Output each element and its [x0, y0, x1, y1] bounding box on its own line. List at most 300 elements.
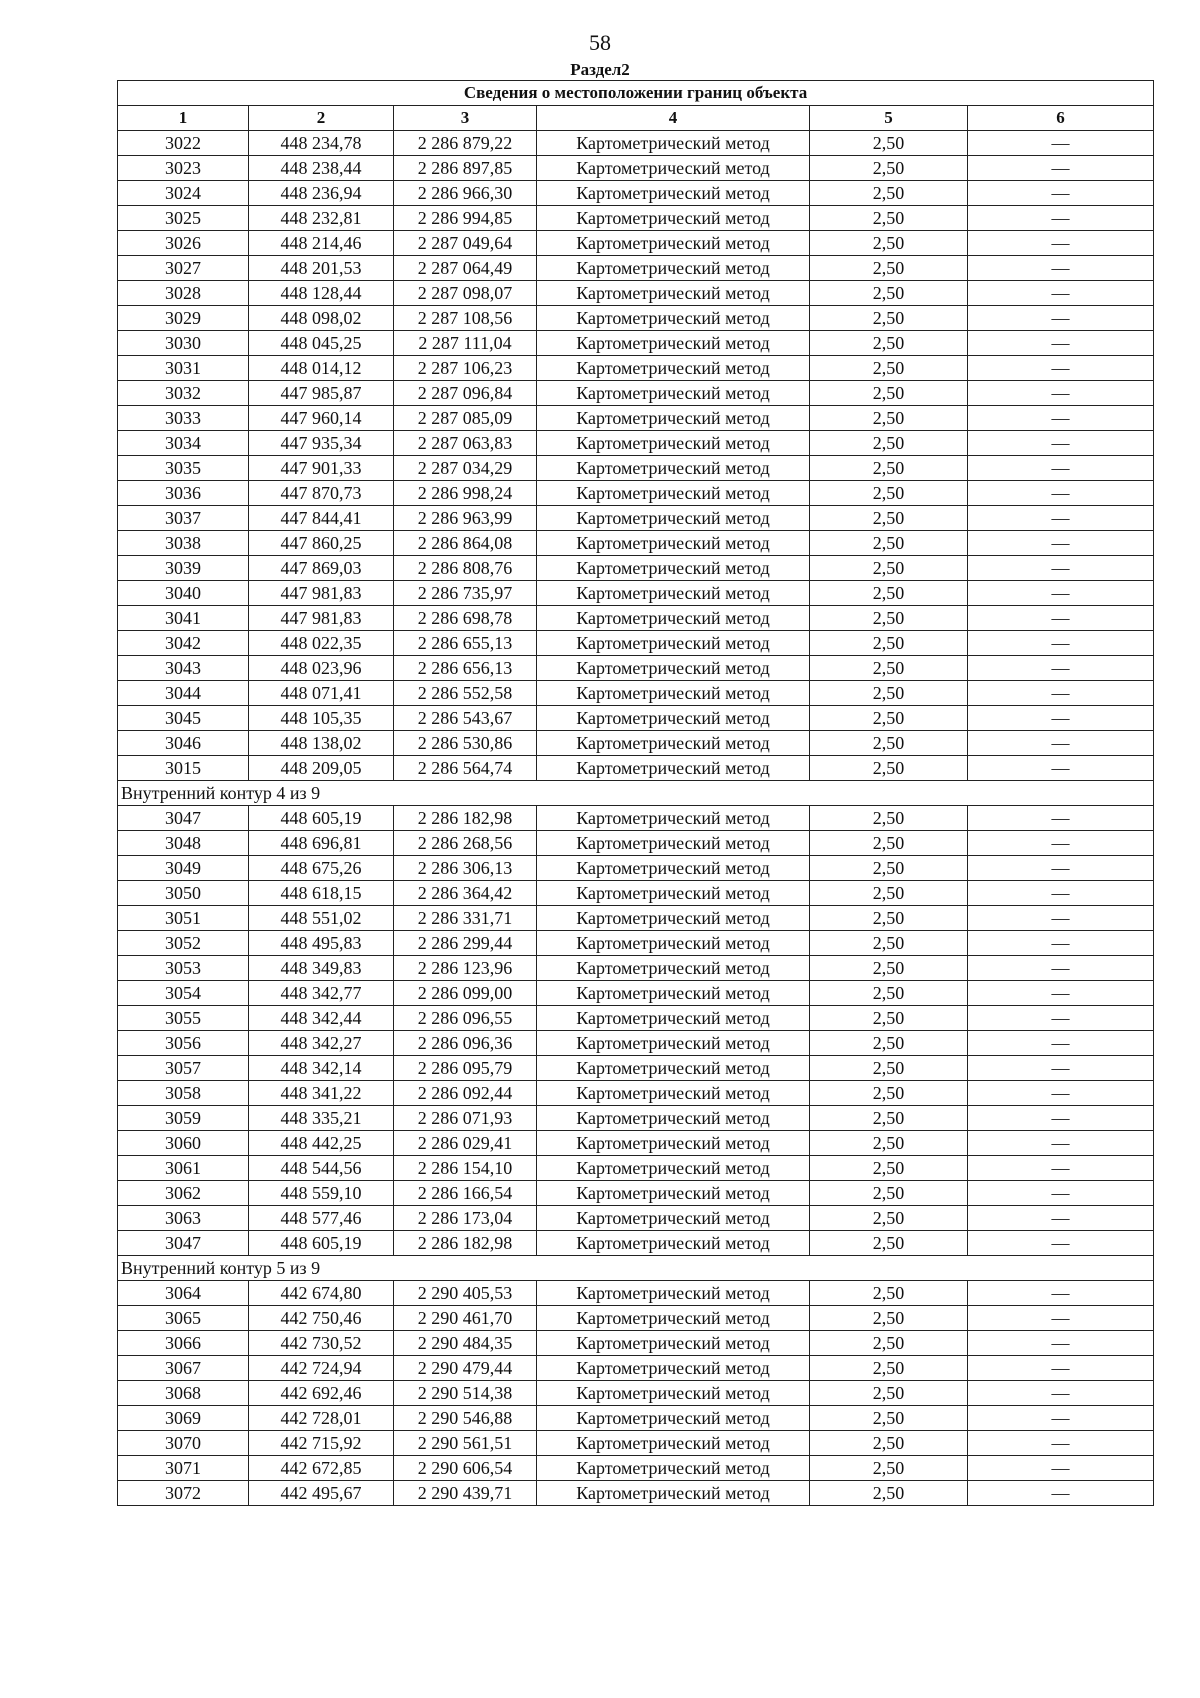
table-cell: 2 286 998,24: [394, 481, 537, 506]
table-cell: 2 286 656,13: [394, 656, 537, 681]
table-cell: 2,50: [810, 656, 968, 681]
table-cell: 2,50: [810, 756, 968, 781]
table-row: [118, 306, 1154, 331]
table-cell: 2,50: [810, 581, 968, 606]
table-cell: 442 728,01: [249, 1406, 394, 1431]
table-cell: 447 981,83: [249, 606, 394, 631]
table-cell: 2,50: [810, 356, 968, 381]
table-row: [118, 656, 1154, 681]
table-cell: Картометрический метод: [537, 1056, 810, 1081]
table-cell: 448 045,25: [249, 331, 394, 356]
table-cell: 447 981,83: [249, 581, 394, 606]
table-row: [118, 756, 1154, 781]
table-cell: 2,50: [810, 506, 968, 531]
table-cell: 3030: [118, 331, 249, 356]
table-cell: Картометрический метод: [537, 631, 810, 656]
table-row: [118, 481, 1154, 506]
table-cell: 2,50: [810, 256, 968, 281]
table-cell: 2 290 606,54: [394, 1456, 537, 1481]
table-cell: 3025: [118, 206, 249, 231]
table-cell: 448 098,02: [249, 306, 394, 331]
table-row: [118, 1381, 1154, 1406]
table-cell: 3053: [118, 956, 249, 981]
page-number: 58: [589, 30, 611, 55]
table-cell: 2 286 331,71: [394, 906, 537, 931]
table-cell: 442 724,94: [249, 1356, 394, 1381]
table-cell: 3070: [118, 1431, 249, 1456]
table-row: [118, 706, 1154, 731]
table-cell: 2,50: [810, 1481, 968, 1506]
table-cell: 3015: [118, 756, 249, 781]
table-cell: —: [968, 131, 1154, 156]
table-cell: 3055: [118, 1006, 249, 1031]
table-cell: 2,50: [810, 181, 968, 206]
column-header: 4: [537, 106, 810, 131]
table-cell: 2,50: [810, 1181, 968, 1206]
table-cell: 3067: [118, 1356, 249, 1381]
table-caption: Сведения о местоположении границ объекта: [118, 81, 1154, 106]
table-cell: 2 286 897,85: [394, 156, 537, 181]
table-cell: 448 577,46: [249, 1206, 394, 1231]
table-cell: 2 286 099,00: [394, 981, 537, 1006]
table-cell: 2,50: [810, 956, 968, 981]
table-cell: 3049: [118, 856, 249, 881]
table-cell: 2 286 306,13: [394, 856, 537, 881]
table-cell: Картометрический метод: [537, 281, 810, 306]
table-cell: 2,50: [810, 631, 968, 656]
table-cell: 2 290 461,70: [394, 1306, 537, 1331]
table-cell: 447 960,14: [249, 406, 394, 431]
table-cell: —: [968, 1206, 1154, 1231]
table-cell: 448 214,46: [249, 231, 394, 256]
table-cell: 2 286 735,97: [394, 581, 537, 606]
table-cell: Картометрический метод: [537, 1381, 810, 1406]
column-header: 1: [118, 106, 249, 131]
table-cell: 2,50: [810, 806, 968, 831]
table-cell: —: [968, 731, 1154, 756]
table-row: [118, 731, 1154, 756]
table-cell: —: [968, 306, 1154, 331]
table-cell: 3056: [118, 1031, 249, 1056]
table-cell: Картометрический метод: [537, 831, 810, 856]
table-cell: 2,50: [810, 1456, 968, 1481]
table-row: [118, 206, 1154, 231]
table-row: [118, 331, 1154, 356]
table-cell: —: [968, 1306, 1154, 1331]
table-cell: 2,50: [810, 531, 968, 556]
table-cell: 2 290 484,35: [394, 1331, 537, 1356]
table-cell: 2 287 096,84: [394, 381, 537, 406]
table-cell: 2,50: [810, 1006, 968, 1031]
table-cell: 3057: [118, 1056, 249, 1081]
table-cell: 2 286 963,99: [394, 506, 537, 531]
table-row: [118, 631, 1154, 656]
table-cell: —: [968, 1056, 1154, 1081]
table-cell: —: [968, 656, 1154, 681]
table-cell: 3061: [118, 1156, 249, 1181]
table-row: [118, 1456, 1154, 1481]
table-cell: 3039: [118, 556, 249, 581]
table-cell: 2,50: [810, 281, 968, 306]
table-cell: —: [968, 1031, 1154, 1056]
table-cell: 448 234,78: [249, 131, 394, 156]
table-cell: 448 675,26: [249, 856, 394, 881]
table-cell: 2,50: [810, 331, 968, 356]
table-cell: 2 286 364,42: [394, 881, 537, 906]
table-cell: 3038: [118, 531, 249, 556]
table-cell: —: [968, 706, 1154, 731]
table-cell: 3037: [118, 506, 249, 531]
table-cell: Картометрический метод: [537, 956, 810, 981]
table-cell: Картометрический метод: [537, 231, 810, 256]
table-cell: 2 286 530,86: [394, 731, 537, 756]
table-cell: 3047: [118, 806, 249, 831]
table-cell: —: [968, 1456, 1154, 1481]
table-cell: —: [968, 1431, 1154, 1456]
table-cell: 2,50: [810, 406, 968, 431]
table-cell: Картометрический метод: [537, 556, 810, 581]
table-cell: 448 022,35: [249, 631, 394, 656]
table-cell: 2 286 166,54: [394, 1181, 537, 1206]
contour-label: Внутренний контур 4 из 9: [118, 781, 1154, 806]
table-cell: 448 138,02: [249, 731, 394, 756]
table-cell: 2,50: [810, 981, 968, 1006]
table-cell: 3058: [118, 1081, 249, 1106]
table-cell: 2,50: [810, 1231, 968, 1256]
table-cell: —: [968, 631, 1154, 656]
column-header: 6: [968, 106, 1154, 131]
table-cell: 3059: [118, 1106, 249, 1131]
table-row: [118, 981, 1154, 1006]
table-cell: 447 901,33: [249, 456, 394, 481]
table-cell: Картометрический метод: [537, 406, 810, 431]
table-row: [118, 581, 1154, 606]
table-cell: Картометрический метод: [537, 906, 810, 931]
table-row: [118, 381, 1154, 406]
table-cell: 3027: [118, 256, 249, 281]
table-cell: 3022: [118, 131, 249, 156]
table-cell: 3072: [118, 1481, 249, 1506]
table-cell: —: [968, 1231, 1154, 1256]
table-cell: 442 672,85: [249, 1456, 394, 1481]
table-cell: 2 287 106,23: [394, 356, 537, 381]
table-row: [118, 906, 1154, 931]
table-cell: 2,50: [810, 856, 968, 881]
table-cell: —: [968, 1156, 1154, 1181]
table-cell: 2 286 096,55: [394, 1006, 537, 1031]
table-cell: 3062: [118, 1181, 249, 1206]
table-cell: 3071: [118, 1456, 249, 1481]
table-cell: 2 286 864,08: [394, 531, 537, 556]
table-cell: 3033: [118, 406, 249, 431]
table-cell: 3041: [118, 606, 249, 631]
table-cell: 3035: [118, 456, 249, 481]
table-cell: 2 287 064,49: [394, 256, 537, 281]
table-cell: 2 287 085,09: [394, 406, 537, 431]
table-cell: 3024: [118, 181, 249, 206]
table-cell: 3052: [118, 931, 249, 956]
table-cell: 2,50: [810, 1431, 968, 1456]
table-cell: —: [968, 1356, 1154, 1381]
table-cell: Картометрический метод: [537, 1431, 810, 1456]
table-cell: Картометрический метод: [537, 356, 810, 381]
table-cell: Картометрический метод: [537, 206, 810, 231]
table-cell: 448 071,41: [249, 681, 394, 706]
table-cell: Картометрический метод: [537, 656, 810, 681]
table-cell: 3043: [118, 656, 249, 681]
table-cell: 447 985,87: [249, 381, 394, 406]
table-row: [118, 1156, 1154, 1181]
table-cell: 3051: [118, 906, 249, 931]
table-row: [118, 831, 1154, 856]
table-cell: 3040: [118, 581, 249, 606]
table-cell: 2,50: [810, 681, 968, 706]
table-cell: 448 335,21: [249, 1106, 394, 1131]
table-cell: 2 286 154,10: [394, 1156, 537, 1181]
table-row: [118, 156, 1154, 181]
section-title: Раздел2: [570, 60, 630, 79]
table-cell: —: [968, 756, 1154, 781]
table-cell: —: [968, 1106, 1154, 1131]
table-cell: —: [968, 931, 1154, 956]
table-cell: 2 287 063,83: [394, 431, 537, 456]
table-cell: 448 605,19: [249, 1231, 394, 1256]
table-cell: Картометрический метод: [537, 1331, 810, 1356]
table-row: [118, 431, 1154, 456]
table-cell: 2,50: [810, 931, 968, 956]
table-cell: Картометрический метод: [537, 606, 810, 631]
table-cell: Картометрический метод: [537, 881, 810, 906]
contour-row: [118, 1256, 1154, 1281]
table-row: [118, 1181, 1154, 1206]
table-row: [118, 1081, 1154, 1106]
table-cell: Картометрический метод: [537, 681, 810, 706]
table-cell: —: [968, 556, 1154, 581]
table-cell: Картометрический метод: [537, 1356, 810, 1381]
table-row: [118, 931, 1154, 956]
table-cell: 2,50: [810, 706, 968, 731]
table-cell: 2 286 299,44: [394, 931, 537, 956]
table-cell: 448 342,14: [249, 1056, 394, 1081]
table-cell: Картометрический метод: [537, 306, 810, 331]
table-cell: 3044: [118, 681, 249, 706]
table-cell: 2,50: [810, 131, 968, 156]
table-cell: 3054: [118, 981, 249, 1006]
table-cell: 2 286 994,85: [394, 206, 537, 231]
table-cell: 442 715,92: [249, 1431, 394, 1456]
table-cell: 2 286 552,58: [394, 681, 537, 706]
table-row: [118, 1431, 1154, 1456]
table-cell: 447 935,34: [249, 431, 394, 456]
table-cell: 3026: [118, 231, 249, 256]
table-cell: —: [968, 1081, 1154, 1106]
table-cell: 3031: [118, 356, 249, 381]
table-cell: 3028: [118, 281, 249, 306]
table-cell: 3046: [118, 731, 249, 756]
table-cell: —: [968, 356, 1154, 381]
table-cell: 2 286 966,30: [394, 181, 537, 206]
table-cell: Картометрический метод: [537, 431, 810, 456]
table-cell: Картометрический метод: [537, 1156, 810, 1181]
table-cell: 2 290 514,38: [394, 1381, 537, 1406]
table-cell: 448 342,27: [249, 1031, 394, 1056]
table-cell: Картометрический метод: [537, 456, 810, 481]
table-row: [118, 231, 1154, 256]
table-cell: Картометрический метод: [537, 731, 810, 756]
table-cell: 2 290 546,88: [394, 1406, 537, 1431]
table-cell: 448 696,81: [249, 831, 394, 856]
table-cell: 448 605,19: [249, 806, 394, 831]
table-cell: 2 287 111,04: [394, 331, 537, 356]
table-row: [118, 856, 1154, 881]
table-cell: Картометрический метод: [537, 1206, 810, 1231]
table-row: [118, 806, 1154, 831]
table-cell: —: [968, 506, 1154, 531]
table-cell: Картометрический метод: [537, 506, 810, 531]
table-cell: Картометрический метод: [537, 581, 810, 606]
table-row: [118, 1331, 1154, 1356]
table-cell: 2 286 182,98: [394, 806, 537, 831]
table-cell: 2,50: [810, 156, 968, 181]
table-cell: Картометрический метод: [537, 381, 810, 406]
table-cell: 448 014,12: [249, 356, 394, 381]
table-cell: 2,50: [810, 1131, 968, 1156]
table-cell: —: [968, 806, 1154, 831]
table-cell: Картометрический метод: [537, 1131, 810, 1156]
table-row: [118, 881, 1154, 906]
table-cell: 3050: [118, 881, 249, 906]
table-cell: 2 286 879,22: [394, 131, 537, 156]
table-cell: —: [968, 1131, 1154, 1156]
table-cell: 2 286 182,98: [394, 1231, 537, 1256]
table-cell: 2,50: [810, 1281, 968, 1306]
table-cell: 2,50: [810, 731, 968, 756]
table-cell: 448 341,22: [249, 1081, 394, 1106]
table-row: [118, 1406, 1154, 1431]
table-cell: 3066: [118, 1331, 249, 1356]
table-cell: 2,50: [810, 206, 968, 231]
table-cell: Картометрический метод: [537, 481, 810, 506]
table-cell: 2,50: [810, 606, 968, 631]
table-cell: 2,50: [810, 1331, 968, 1356]
table-cell: 3023: [118, 156, 249, 181]
table-cell: 448 618,15: [249, 881, 394, 906]
table-cell: —: [968, 681, 1154, 706]
table-cell: Картометрический метод: [537, 256, 810, 281]
table-cell: 3065: [118, 1306, 249, 1331]
table-cell: Картометрический метод: [537, 1181, 810, 1206]
table-cell: Картометрический метод: [537, 1106, 810, 1131]
table-cell: —: [968, 1381, 1154, 1406]
table-cell: 447 869,03: [249, 556, 394, 581]
table-cell: Картометрический метод: [537, 1231, 810, 1256]
table-cell: 448 201,53: [249, 256, 394, 281]
table-cell: Картометрический метод: [537, 706, 810, 731]
table-cell: 2,50: [810, 831, 968, 856]
table-cell: Картометрический метод: [537, 181, 810, 206]
table-row: [118, 181, 1154, 206]
table-row: [118, 1056, 1154, 1081]
table-cell: —: [968, 531, 1154, 556]
table-cell: Картометрический метод: [537, 1481, 810, 1506]
table-cell: 448 236,94: [249, 181, 394, 206]
table-cell: 2,50: [810, 381, 968, 406]
table-row: [118, 1281, 1154, 1306]
table-row: [118, 606, 1154, 631]
table-cell: 448 495,83: [249, 931, 394, 956]
column-header: 2: [249, 106, 394, 131]
table-cell: 448 023,96: [249, 656, 394, 681]
table-cell: —: [968, 206, 1154, 231]
table-cell: —: [968, 481, 1154, 506]
table-cell: 2,50: [810, 906, 968, 931]
table-cell: —: [968, 906, 1154, 931]
table-cell: Картометрический метод: [537, 931, 810, 956]
table-cell: —: [968, 956, 1154, 981]
table-cell: Картометрический метод: [537, 1406, 810, 1431]
table-cell: 2,50: [810, 306, 968, 331]
table-cell: 2,50: [810, 556, 968, 581]
table-cell: Картометрический метод: [537, 1006, 810, 1031]
table-row: [118, 556, 1154, 581]
table-cell: Картометрический метод: [537, 531, 810, 556]
table-row: [118, 1131, 1154, 1156]
table-cell: 2 286 123,96: [394, 956, 537, 981]
table-cell: Картометрический метод: [537, 131, 810, 156]
table-row: [118, 1306, 1154, 1331]
table-cell: 2 290 405,53: [394, 1281, 537, 1306]
table-cell: 3036: [118, 481, 249, 506]
table-cell: 2,50: [810, 881, 968, 906]
table-cell: 448 342,77: [249, 981, 394, 1006]
table-cell: 2 286 071,93: [394, 1106, 537, 1131]
table-cell: 448 209,05: [249, 756, 394, 781]
table-cell: —: [968, 381, 1154, 406]
table-cell: 2 286 808,76: [394, 556, 537, 581]
table-cell: 3048: [118, 831, 249, 856]
table-cell: 3047: [118, 1231, 249, 1256]
table-cell: —: [968, 456, 1154, 481]
table-cell: —: [968, 981, 1154, 1006]
table-cell: 2,50: [810, 1031, 968, 1056]
table-cell: —: [968, 881, 1154, 906]
table-row: [118, 1006, 1154, 1031]
table-cell: 442 674,80: [249, 1281, 394, 1306]
table-cell: 442 750,46: [249, 1306, 394, 1331]
table-cell: 2,50: [810, 1356, 968, 1381]
table-cell: Картометрический метод: [537, 331, 810, 356]
table-cell: Картометрический метод: [537, 1081, 810, 1106]
table-cell: 2,50: [810, 1406, 968, 1431]
table-cell: 2,50: [810, 231, 968, 256]
table-cell: —: [968, 1406, 1154, 1431]
table-cell: 3064: [118, 1281, 249, 1306]
table-cell: —: [968, 1481, 1154, 1506]
table-cell: 2 286 655,13: [394, 631, 537, 656]
table-cell: 3068: [118, 1381, 249, 1406]
table-cell: 2,50: [810, 481, 968, 506]
table-cell: 448 342,44: [249, 1006, 394, 1031]
table-row: [118, 1481, 1154, 1506]
table-cell: 2,50: [810, 431, 968, 456]
table-cell: —: [968, 156, 1154, 181]
table-cell: 448 559,10: [249, 1181, 394, 1206]
table-row: [118, 1031, 1154, 1056]
table-cell: 2 286 092,44: [394, 1081, 537, 1106]
table-cell: Картометрический метод: [537, 756, 810, 781]
table-cell: 447 860,25: [249, 531, 394, 556]
table-row: [118, 1231, 1154, 1256]
